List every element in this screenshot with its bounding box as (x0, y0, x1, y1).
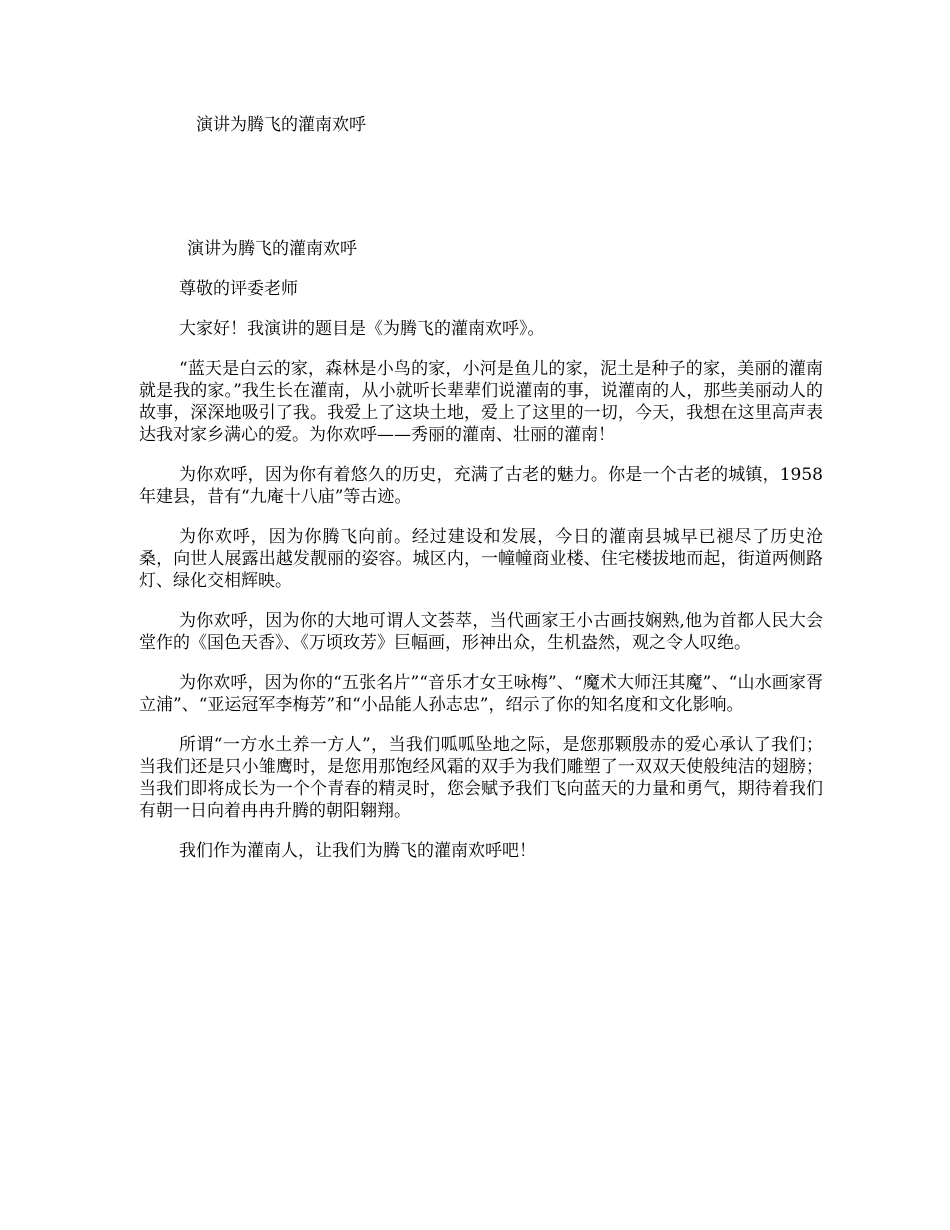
document-body (139, 238, 823, 880)
paragraph-culture: 为你欢呼，因为你的大地可谓人文荟萃，当代画家王小古画技娴熟,他为首都人民大会堂作的《国色天香》、《万顷玫芳》巨幅画，形神出众，生机盎然，观之令人叹绝。 (139, 611, 823, 653)
document-top-title: 演讲为腾飞的灌南欢呼 (196, 115, 366, 135)
paragraph-development: 为你欢呼，因为你腾飞向前。经过建设和发展，今日的灌南县城早已褪尽了历史沧桑，向世人展露出越发靓丽的姿容。城区内，一幢幢商业楼、住宅楼拔地而起，街道两侧路灯、绿化交相辉映。 (139, 527, 823, 591)
paragraph-history: 为你欢呼，因为你有着悠久的历史，充满了古老的魅力。你是一个古老的城镇，1958年建县，昔有“九庵十八庙”等古迹。 (139, 465, 823, 507)
paragraph-greeting: 大家好！我演讲的题目是《为腾飞的灌南欢呼》。 (179, 319, 545, 339)
paragraph-gratitude: 所谓“一方水土养一方人”，当我们呱呱坠地之际，是您那颗殷赤的爱心承认了我们；当我们还是只小雏鹰时，是您用那饱经风霜的双手为我们雕塑了一双双天使般纯洁的翅膀；当我们即将成长为一个个青春的精灵时，您会赋予我们飞向蓝天的力量和勇气，期待着我们有朝一日向着冉冉升腾的朝阳翱翔。 (139, 735, 823, 821)
speech-heading: 演讲为腾飞的灌南欢呼 (187, 239, 357, 259)
salutation: 尊敬的评委老师 (179, 279, 298, 299)
paragraph-name-cards: 为你欢呼，因为你的“五张名片”“音乐才女王咏梅”、“魔术大师汪其魔”、“山水画家胥立浦”、“亚运冠军李梅芳”和“小品能人孙志忠”，绍示了你的知名度和文化影响。 (139, 673, 823, 715)
paragraph-home-poem: “蓝天是白云的家，森林是小鸟的家，小河是鱼儿的家，泥土是种子的家，美丽的灌南就是我的家。”我生长在灌南，从小就听长辈辈们说灌南的事，说灌南的人，那些美丽动人的故事，深深地吸引了我。我爱上了这块土地，爱上了这里的一切，今天，我想在这里高声表达我对家乡满心的爱。为你欢呼——秀丽的灌南、壮丽的灌南！ (139, 359, 823, 445)
paragraph-closing: 我们作为灌南人，让我们为腾飞的灌南欢呼吧！ (179, 841, 536, 861)
